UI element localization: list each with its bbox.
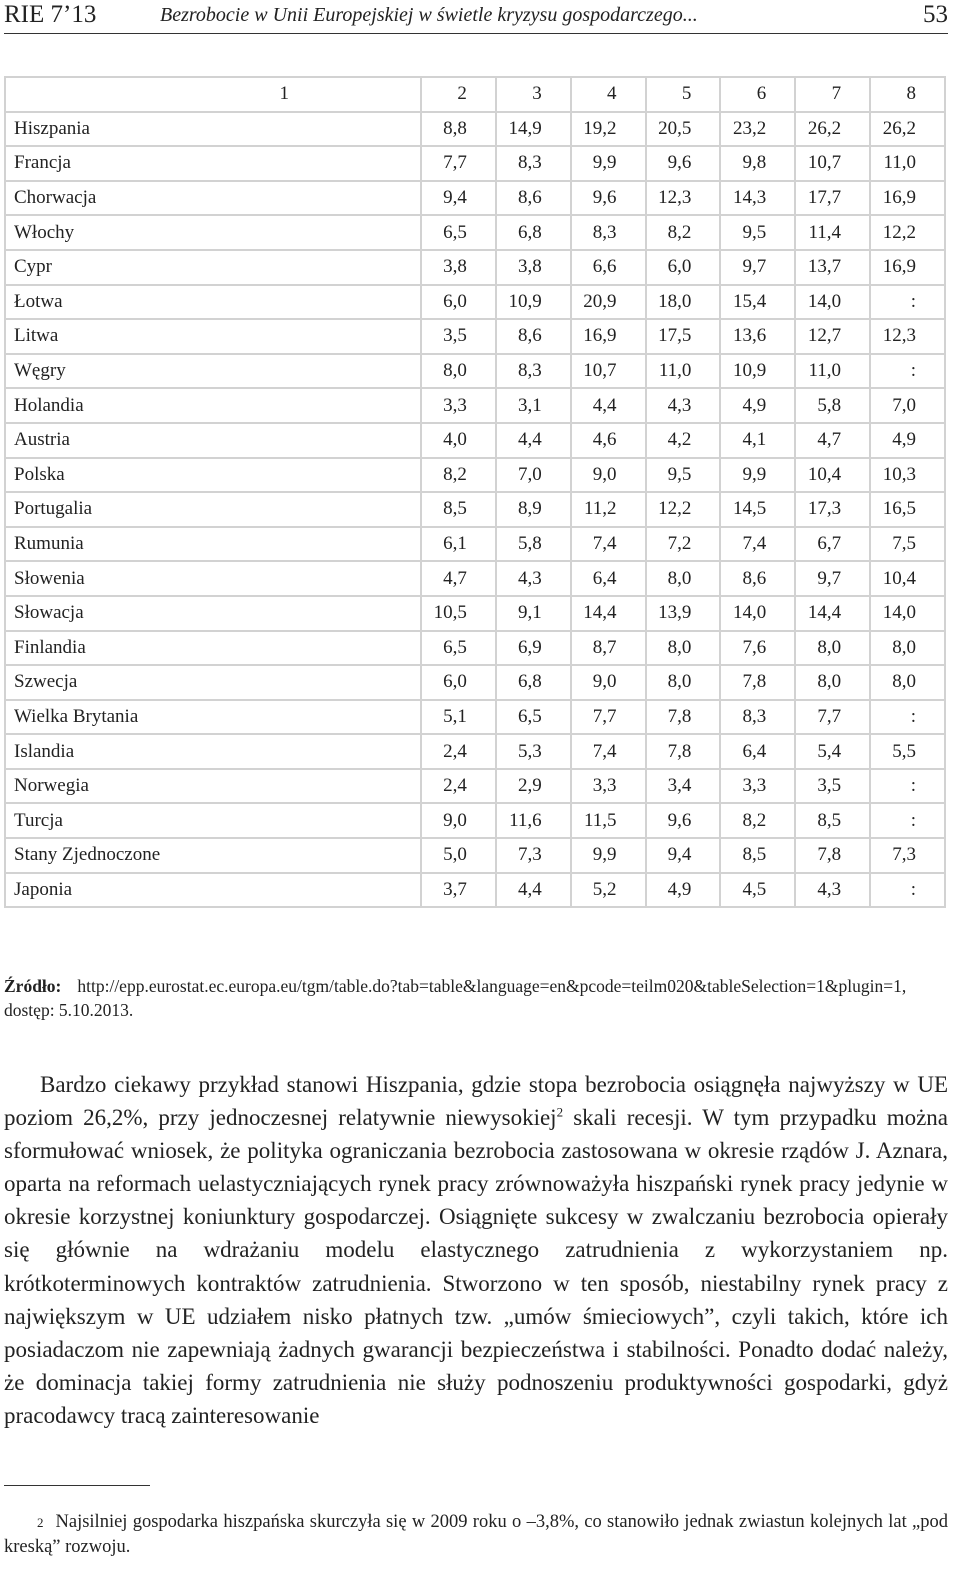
value-cell: 6,8 xyxy=(496,665,571,700)
column-header: 7 xyxy=(795,77,870,112)
value-cell: 14,5 xyxy=(720,492,795,527)
value-cell: 9,9 xyxy=(720,458,795,493)
value-cell: 7,3 xyxy=(496,838,571,873)
value-cell: 11,0 xyxy=(795,354,870,389)
value-cell: 14,0 xyxy=(870,596,945,631)
country-cell: Włochy xyxy=(5,215,421,250)
value-cell: 5,8 xyxy=(795,388,870,423)
country-cell: Cypr xyxy=(5,250,421,285)
value-cell: 8,9 xyxy=(496,492,571,527)
value-cell: 8,0 xyxy=(795,631,870,666)
value-cell: 18,0 xyxy=(646,285,721,320)
table-row xyxy=(5,631,945,666)
country-cell: Portugalia xyxy=(5,492,421,527)
value-cell: 8,3 xyxy=(571,215,646,250)
table-row xyxy=(5,734,945,769)
value-cell: 3,8 xyxy=(496,250,571,285)
table-row xyxy=(5,181,945,216)
value-cell: 8,5 xyxy=(795,803,870,838)
footnote-reference: 2 xyxy=(556,1104,564,1120)
country-cell: Turcja xyxy=(5,803,421,838)
value-cell: 5,8 xyxy=(496,527,571,562)
value-cell: 7,0 xyxy=(870,388,945,423)
value-cell: 2,4 xyxy=(421,734,496,769)
value-cell: 4,9 xyxy=(720,388,795,423)
value-cell: 11,0 xyxy=(870,146,945,181)
value-cell: 16,9 xyxy=(571,319,646,354)
page-header xyxy=(4,0,948,34)
table-row xyxy=(5,561,945,596)
value-cell: 16,9 xyxy=(870,181,945,216)
country-cell: Austria xyxy=(5,423,421,458)
value-cell: 10,9 xyxy=(720,354,795,389)
column-header: 6 xyxy=(720,77,795,112)
value-cell: 7,7 xyxy=(571,700,646,735)
table-row xyxy=(5,803,945,838)
country-cell: Litwa xyxy=(5,319,421,354)
value-cell: 9,6 xyxy=(571,181,646,216)
value-cell: 17,5 xyxy=(646,319,721,354)
value-cell: 10,7 xyxy=(795,146,870,181)
value-cell: 4,7 xyxy=(421,561,496,596)
value-cell: 8,0 xyxy=(646,561,721,596)
table-row xyxy=(5,527,945,562)
table-row xyxy=(5,354,945,389)
value-cell: 7,6 xyxy=(720,631,795,666)
country-cell: Węgry xyxy=(5,354,421,389)
table-row xyxy=(5,215,945,250)
value-cell: 4,7 xyxy=(795,423,870,458)
value-cell: 8,3 xyxy=(720,700,795,735)
value-cell: 9,0 xyxy=(421,803,496,838)
column-header: 8 xyxy=(870,77,945,112)
value-cell: 9,7 xyxy=(795,561,870,596)
value-cell: : xyxy=(870,769,945,804)
value-cell: 10,5 xyxy=(421,596,496,631)
value-cell: 4,5 xyxy=(720,873,795,908)
column-header: 1 xyxy=(5,77,421,112)
value-cell: 2,4 xyxy=(421,769,496,804)
value-cell: 9,9 xyxy=(571,146,646,181)
value-cell: 16,5 xyxy=(870,492,945,527)
value-cell: 6,0 xyxy=(646,250,721,285)
value-cell: 12,7 xyxy=(795,319,870,354)
value-cell: 26,2 xyxy=(795,112,870,147)
value-cell: 7,4 xyxy=(571,734,646,769)
value-cell: 4,4 xyxy=(496,873,571,908)
value-cell: 13,9 xyxy=(646,596,721,631)
value-cell: 6,1 xyxy=(421,527,496,562)
value-cell: 7,8 xyxy=(646,700,721,735)
value-cell: 6,4 xyxy=(720,734,795,769)
country-cell: Łotwa xyxy=(5,285,421,320)
value-cell: 3,1 xyxy=(496,388,571,423)
value-cell: 6,9 xyxy=(496,631,571,666)
table-row xyxy=(5,319,945,354)
table-row xyxy=(5,596,945,631)
country-cell: Szwecja xyxy=(5,665,421,700)
value-cell: 10,4 xyxy=(795,458,870,493)
table-row xyxy=(5,388,945,423)
value-cell: 10,7 xyxy=(571,354,646,389)
table-row xyxy=(5,873,945,908)
value-cell: 8,8 xyxy=(421,112,496,147)
country-cell: Holandia xyxy=(5,388,421,423)
value-cell: 9,7 xyxy=(720,250,795,285)
value-cell: 5,1 xyxy=(421,700,496,735)
value-cell: 6,4 xyxy=(571,561,646,596)
table-row xyxy=(5,112,945,147)
page-number: 53 xyxy=(923,1,948,28)
value-cell: 7,7 xyxy=(421,146,496,181)
paragraph-text-part-2: skali recesji. W tym przypadku można sformułować wniosek, że polityka ograniczania bezrobocia zastosowana w okresie rządów J. Aznara, oparta na reformach uelastyczniających rynek pracy zrównoważyła hiszpański rynek pracy jedynie w okresie korzystnej koniunktury gospodarczej. Osiągnięte sukcesy w zwalczaniu bezrobocia opierały się głównie na wdrażaniu modelu elastycznego zatrudnienia z wykorzystaniem np. krótkoterminowych kontraktów zatrudnienia. Stworzono w ten sposób, niestabilny rynek pracy z największym w UE udziałem nisko płatnych tzw. „umów śmieciowych”, czyli takich, które ich posiadaczom nie zapewniają żadnych gwarancji bezpieczeństwa i stabilności. Ponadto dodać należy, że dominacja takiej formy zatrudnienia nie służy podnoszeniu produktywności gospodarki, gdyż pracodawcy tracą zainteresowanie xyxy=(4,1105,948,1428)
table-row xyxy=(5,146,945,181)
value-cell: 4,9 xyxy=(646,873,721,908)
value-cell: 10,4 xyxy=(870,561,945,596)
value-cell: 4,9 xyxy=(870,423,945,458)
value-cell: 6,5 xyxy=(421,215,496,250)
source-label: Źródło: xyxy=(4,976,62,996)
value-cell: 7,5 xyxy=(870,527,945,562)
value-cell: 14,4 xyxy=(571,596,646,631)
value-cell: 20,5 xyxy=(646,112,721,147)
value-cell: 14,3 xyxy=(720,181,795,216)
value-cell: : xyxy=(870,803,945,838)
value-cell: 4,3 xyxy=(646,388,721,423)
value-cell: 8,7 xyxy=(571,631,646,666)
value-cell: 6,0 xyxy=(421,665,496,700)
value-cell: 8,0 xyxy=(870,665,945,700)
value-cell: 11,0 xyxy=(646,354,721,389)
value-cell: 14,9 xyxy=(496,112,571,147)
value-cell: 8,3 xyxy=(496,146,571,181)
value-cell: 3,3 xyxy=(720,769,795,804)
value-cell: 3,4 xyxy=(646,769,721,804)
journal-name: RIE 7’13 xyxy=(4,1,97,28)
value-cell: 8,3 xyxy=(496,354,571,389)
country-cell: Japonia xyxy=(5,873,421,908)
value-cell: 4,2 xyxy=(646,423,721,458)
value-cell: 8,6 xyxy=(496,181,571,216)
country-cell: Stany Zjednoczone xyxy=(5,838,421,873)
country-cell: Słowenia xyxy=(5,561,421,596)
value-cell: 8,6 xyxy=(720,561,795,596)
value-cell: 14,0 xyxy=(795,285,870,320)
value-cell: 12,2 xyxy=(870,215,945,250)
country-cell: Norwegia xyxy=(5,769,421,804)
value-cell: 3,5 xyxy=(795,769,870,804)
paragraph-text-part-1: Bardzo ciekawy przykład stanowi Hiszpania, gdzie stopa bezrobocia osiągnęła najwyższy w UE poziom 26,2%, przy jednoczesnej relatywnie niewysokiej xyxy=(4,1072,948,1131)
footnote xyxy=(4,1510,948,1560)
value-cell: 4,4 xyxy=(496,423,571,458)
value-cell: 14,0 xyxy=(720,596,795,631)
value-cell: 9,8 xyxy=(720,146,795,181)
value-cell: 9,4 xyxy=(421,181,496,216)
value-cell: 8,6 xyxy=(496,319,571,354)
value-cell: 7,8 xyxy=(646,734,721,769)
value-cell: : xyxy=(870,700,945,735)
value-cell: 20,9 xyxy=(571,285,646,320)
country-cell: Rumunia xyxy=(5,527,421,562)
country-cell: Finlandia xyxy=(5,631,421,666)
value-cell: 13,7 xyxy=(795,250,870,285)
value-cell: 4,4 xyxy=(571,388,646,423)
table-row xyxy=(5,250,945,285)
value-cell: 6,7 xyxy=(795,527,870,562)
country-cell: Słowacja xyxy=(5,596,421,631)
value-cell: 11,6 xyxy=(496,803,571,838)
column-header: 4 xyxy=(571,77,646,112)
value-cell: 13,6 xyxy=(720,319,795,354)
value-cell: 15,4 xyxy=(720,285,795,320)
value-cell: 8,0 xyxy=(646,665,721,700)
value-cell: 7,2 xyxy=(646,527,721,562)
value-cell: 11,2 xyxy=(571,492,646,527)
value-cell: 4,1 xyxy=(720,423,795,458)
value-cell: 4,3 xyxy=(496,561,571,596)
value-cell: 7,7 xyxy=(795,700,870,735)
value-cell: 8,2 xyxy=(421,458,496,493)
value-cell: 8,2 xyxy=(720,803,795,838)
value-cell: 16,9 xyxy=(870,250,945,285)
table-row xyxy=(5,423,945,458)
running-title: Bezrobocie w Unii Europejskiej w świetle kryzysu gospodarczego... xyxy=(160,4,698,26)
value-cell: 10,3 xyxy=(870,458,945,493)
table-header-row xyxy=(5,77,945,112)
value-cell: 6,5 xyxy=(421,631,496,666)
value-cell: 4,3 xyxy=(795,873,870,908)
value-cell: 17,3 xyxy=(795,492,870,527)
value-cell: 8,0 xyxy=(795,665,870,700)
column-header: 3 xyxy=(496,77,571,112)
value-cell: 23,2 xyxy=(720,112,795,147)
country-cell: Francja xyxy=(5,146,421,181)
value-cell: 19,2 xyxy=(571,112,646,147)
value-cell: 3,3 xyxy=(571,769,646,804)
value-cell: 9,0 xyxy=(571,665,646,700)
value-cell: 9,1 xyxy=(496,596,571,631)
value-cell: 3,8 xyxy=(421,250,496,285)
value-cell: 6,6 xyxy=(571,250,646,285)
footnote-number: 2 xyxy=(37,1515,44,1530)
value-cell: 7,8 xyxy=(720,665,795,700)
value-cell: 2,9 xyxy=(496,769,571,804)
source-text: http://epp.eurostat.ec.europa.eu/tgm/table.do?tab=table&language=en&pcode=teilm020&tableSelection=1&plugin=1, dostęp: 5.10.2013. xyxy=(4,976,907,1020)
value-cell: : xyxy=(870,873,945,908)
country-cell: Chorwacja xyxy=(5,181,421,216)
country-cell: Polska xyxy=(5,458,421,493)
value-cell: 3,7 xyxy=(421,873,496,908)
value-cell: 4,6 xyxy=(571,423,646,458)
value-cell: 5,5 xyxy=(870,734,945,769)
value-cell: 17,7 xyxy=(795,181,870,216)
value-cell: 12,3 xyxy=(646,181,721,216)
unemployment-table xyxy=(4,76,946,908)
value-cell: 12,2 xyxy=(646,492,721,527)
value-cell: 4,0 xyxy=(421,423,496,458)
body-paragraph xyxy=(4,1068,948,1432)
table-row xyxy=(5,769,945,804)
table-row xyxy=(5,285,945,320)
value-cell: 5,0 xyxy=(421,838,496,873)
value-cell: 7,4 xyxy=(720,527,795,562)
table-source xyxy=(4,974,948,1022)
value-cell: 5,2 xyxy=(571,873,646,908)
value-cell: 26,2 xyxy=(870,112,945,147)
table-row xyxy=(5,458,945,493)
value-cell: 6,5 xyxy=(496,700,571,735)
value-cell: 5,4 xyxy=(795,734,870,769)
country-cell: Hiszpania xyxy=(5,112,421,147)
country-cell: Wielka Brytania xyxy=(5,700,421,735)
value-cell: 3,3 xyxy=(421,388,496,423)
value-cell: 8,5 xyxy=(720,838,795,873)
value-cell: 9,5 xyxy=(646,458,721,493)
value-cell: 11,5 xyxy=(571,803,646,838)
value-cell: 8,0 xyxy=(870,631,945,666)
value-cell: 5,3 xyxy=(496,734,571,769)
value-cell: 10,9 xyxy=(496,285,571,320)
column-header: 2 xyxy=(421,77,496,112)
footnote-text: Najsilniej gospodarka hiszpańska skurczyła się w 2009 roku o –3,8%, co stanowiło jednak zwiastun kolejnych lat „pod kreską” rozwoju. xyxy=(4,1512,948,1557)
country-cell: Islandia xyxy=(5,734,421,769)
column-header: 5 xyxy=(646,77,721,112)
value-cell: 9,6 xyxy=(646,146,721,181)
table-row xyxy=(5,665,945,700)
value-cell: 9,6 xyxy=(646,803,721,838)
value-cell: 11,4 xyxy=(795,215,870,250)
value-cell: 12,3 xyxy=(870,319,945,354)
table-body xyxy=(5,77,945,907)
value-cell: 7,8 xyxy=(795,838,870,873)
value-cell: 8,2 xyxy=(646,215,721,250)
value-cell: 9,9 xyxy=(571,838,646,873)
value-cell: 9,4 xyxy=(646,838,721,873)
value-cell: 8,0 xyxy=(646,631,721,666)
value-cell: 6,0 xyxy=(421,285,496,320)
value-cell: 7,4 xyxy=(571,527,646,562)
value-cell: : xyxy=(870,354,945,389)
value-cell: 8,0 xyxy=(421,354,496,389)
value-cell: 3,5 xyxy=(421,319,496,354)
value-cell: : xyxy=(870,285,945,320)
value-cell: 9,0 xyxy=(571,458,646,493)
table-row xyxy=(5,700,945,735)
value-cell: 8,5 xyxy=(421,492,496,527)
footnote-separator xyxy=(4,1485,150,1486)
table-row xyxy=(5,838,945,873)
table-row xyxy=(5,492,945,527)
value-cell: 14,4 xyxy=(795,596,870,631)
value-cell: 9,5 xyxy=(720,215,795,250)
value-cell: 7,0 xyxy=(496,458,571,493)
value-cell: 6,8 xyxy=(496,215,571,250)
value-cell: 7,3 xyxy=(870,838,945,873)
